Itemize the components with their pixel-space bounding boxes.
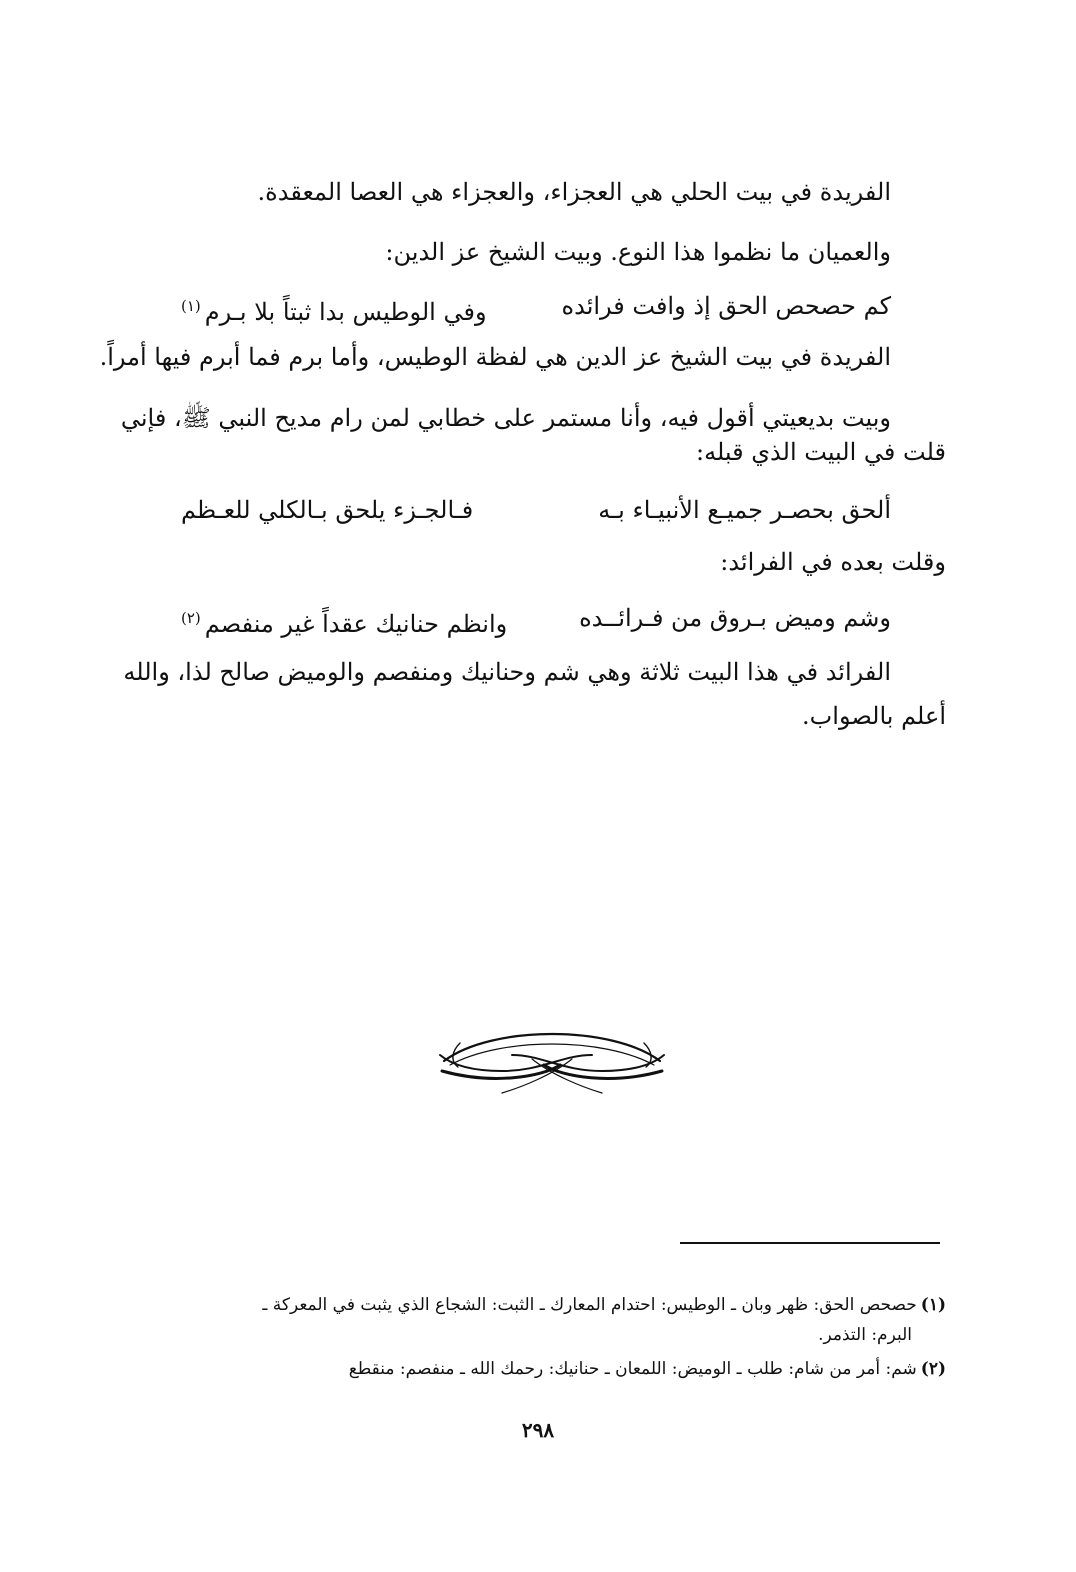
body-line-8: أعلم بالصواب. xyxy=(802,702,946,730)
footnote-2-text: شم: أمر من شام: طلب ـ الوميض: اللمعان ـ حنانيك: رحمك الله ـ منفصم: منقطع xyxy=(348,1359,917,1379)
body-line-4: وبيت بديعيتي أقول فيه، وأنا مستمر على خطابي لمن رام مديح النبي ﷺ، فإني xyxy=(120,404,891,432)
body-line-2: والعميان ما نظموا هذا النوع. وبيت الشيخ عز الدين: xyxy=(385,238,891,266)
footnote-marker-2: (٢) xyxy=(181,609,201,627)
body-line-1: الفريدة في بيت الحلي هي العجزاء، والعجزاء هي العصا المعقدة. xyxy=(257,178,891,206)
footnote-1-text: حصحص الحق: ظهر وبان ـ الوطيس: احتدام المعارك ـ الثبت: الشجاع الذي يثبت في المعركة ـ xyxy=(262,1295,917,1315)
footnote-1 xyxy=(120,1292,946,1318)
verse-3 xyxy=(181,598,891,638)
verse-2-first-hemistich: ألحق بحصـر جميـع الأنبيـاء بـه xyxy=(598,496,891,524)
verse-2 xyxy=(181,490,891,530)
footnote-2 xyxy=(120,1356,946,1382)
verse-3-second-text: وانظم حنانيك عقداً غير منفصم xyxy=(204,610,508,638)
verse-1-first-hemistich: كم حصحص الحق إذ وافت فرائده xyxy=(561,292,891,320)
body-line-7: الفرائد في هذا البيت ثلاثة وهي شم وحنانيك ومنفصم والوميض صالح لذا، والله xyxy=(123,658,891,686)
footnote-2-number: (٢) xyxy=(920,1359,946,1379)
verse-3-first-hemistich: وشم وميض بـروق من فـرائــده xyxy=(579,604,891,632)
verse-1-second-text: وفي الوطيس بدا ثبتاً بلا بـرم xyxy=(204,298,487,326)
page-number: ٢٩٨ xyxy=(521,1418,555,1442)
verse-2-second-hemistich: فـالجـزء يلحق بـالكلي للعـظم xyxy=(181,496,474,524)
body-line-3: الفريدة في بيت الشيخ عز الدين هي لفظة الوطيس، وأما برم فما أبرم فيها أمراً. xyxy=(99,343,891,371)
decorative-flourish-ornament xyxy=(432,1015,672,1097)
body-line-5: قلت في البيت الذي قبله: xyxy=(696,438,946,466)
body-line-6: وقلت بعده في الفرائد: xyxy=(720,548,946,576)
verse-3-second-hemistich xyxy=(181,598,507,644)
verse-1-second-hemistich xyxy=(181,286,487,332)
footnote-1-continued xyxy=(120,1322,912,1348)
footnote-marker-1: (١) xyxy=(181,297,201,315)
verse-1 xyxy=(181,286,891,326)
footnote-1-number: (١) xyxy=(920,1295,946,1315)
footnote-1-continued-text: البرم: التذمر. xyxy=(818,1325,912,1345)
footnote-separator xyxy=(680,1242,940,1244)
